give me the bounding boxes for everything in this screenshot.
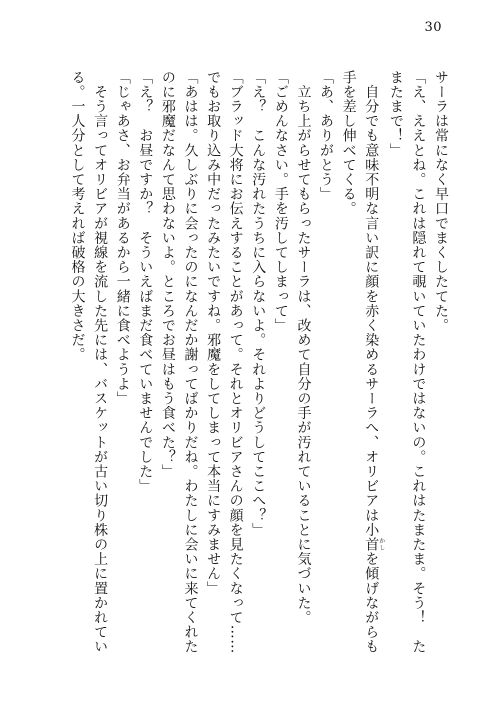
text-line-4 — [360, 70, 385, 690]
text-line-13: のに邪魔だなんて思わないよ。ところでお昼はもう食べた？」 — [159, 70, 176, 479]
text-line-9: 「え？ こんな汚れたうちに入らないよ。それよりどうしてここへ？」 — [250, 70, 267, 538]
text-line-3: またまで！」 — [387, 70, 404, 158]
text-line-2: 「え、ええとね。これは隠れて覗いていたわけではないの。これはたまたま。そう！ た — [410, 70, 427, 654]
text-line-6: 「あ、ありがとう」 — [318, 70, 335, 202]
text-line-1: サーラは常になく早口でまくしたてた。 — [433, 70, 449, 333]
text-line-10: 「ブラッド大将にお伝えすることがあって。それとオリビアさんの顔を見たくなって…… — [227, 70, 244, 654]
text-line-16: そう言ってオリビアが視線を流した先には、バスケットが古い切り株の上に置かれてい — [92, 70, 109, 654]
text-line-11: でもお取り込み中だったみたいですね。邪魔をしてしまって本当にすみません」 — [205, 70, 222, 596]
ruby-base: 首 — [363, 537, 380, 552]
text-line-14: 「え？ お昼ですか？ そういえばまだ食べていませんでした」 — [137, 70, 154, 494]
page-number: 30 — [424, 20, 442, 35]
text-line-4-part-b: を傾げながらも — [363, 551, 380, 655]
text-line-12: 「あはは。久しぶりに会ったのになんだか謝ってばかりだね。わたしに会いに来てくれた — [182, 70, 199, 654]
ruby-reading: かし — [377, 537, 385, 552]
text-line-17: る。一人分として考えれば破格の大きさだ。 — [69, 70, 86, 362]
text-line-15: 「じゃあさ、お弁当があるから一緒に食べようよ」 — [114, 70, 131, 406]
ruby-annotation — [363, 537, 385, 552]
novel-text-column-block — [42, 70, 452, 690]
text-line-5: 手を差し伸べてくる。 — [340, 70, 357, 216]
text-line-4-part-a: 自分でも意味不明な言い訳に顔を赤く染めるサーラへ、オリビアは小 — [363, 70, 380, 538]
text-line-7: 立ち上がらせてもらったサーラは、改めて自分の手が汚れていることに気づいた。 — [295, 70, 312, 625]
text-line-8: 「ごめんなさい。手を汚してしまって」 — [272, 70, 289, 333]
